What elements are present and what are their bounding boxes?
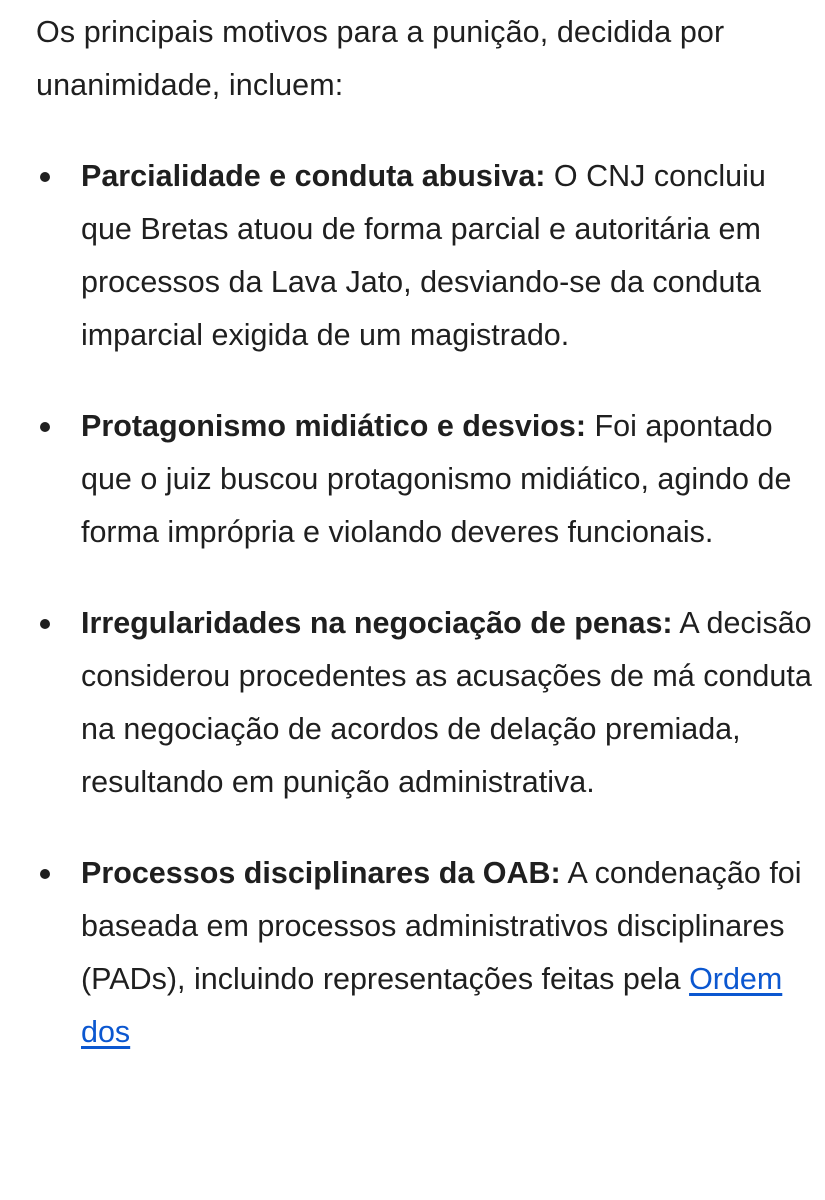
item-text: A decisão considerou procedentes as acusações de má conduta na negociação de acordos de delação premiada, resultando em punição administrativa. <box>81 606 812 799</box>
ordem-dos-link[interactable]: Ordem dos <box>81 962 783 1049</box>
article-body <box>36 6 821 1097</box>
item-title: Irregularidades na negociação de penas: <box>81 606 673 640</box>
bullet-icon <box>40 869 50 879</box>
bullet-icon <box>40 172 50 182</box>
intro-paragraph: Os principais motivos para a punição, decidida por unanimidade, incluem: <box>36 15 725 102</box>
item-title: Protagonismo midiático e desvios: <box>81 409 587 443</box>
list-item <box>36 400 821 559</box>
item-text: O CNJ concluiu que Bretas atuou de forma parcial e autoritária em processos da Lava Jato, desviando-se da conduta imparcial exigida de um magistrado. <box>81 159 766 352</box>
list-item <box>36 597 821 809</box>
reasons-list <box>36 150 821 1059</box>
item-title: Processos disciplinares da OAB: <box>81 856 561 890</box>
item-title: Parcialidade e conduta abusiva: <box>81 159 546 193</box>
list-item <box>36 847 821 1059</box>
bullet-icon <box>40 422 50 432</box>
item-text: A condenação foi baseada em processos administrativos disciplinares (PADs), incluindo representações feitas pela <box>81 856 802 996</box>
bullet-icon <box>40 619 50 629</box>
list-item <box>36 150 821 362</box>
bottom-edge <box>0 1188 825 1200</box>
item-text: Foi apontado que o juiz buscou protagonismo midiático, agindo de forma imprópria e violando deveres funcionais. <box>81 409 792 549</box>
